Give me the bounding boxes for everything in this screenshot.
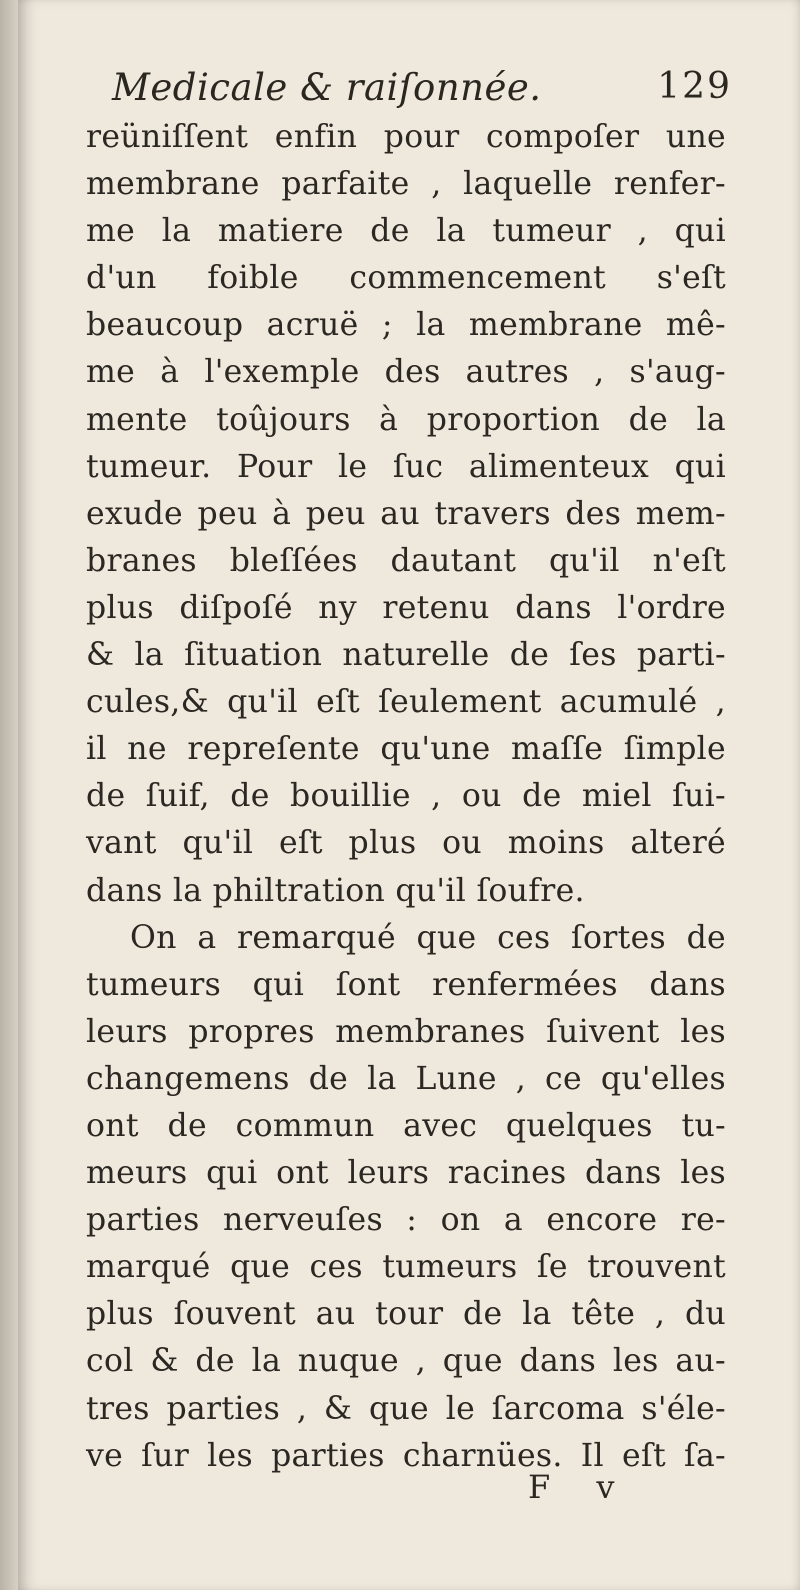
text-line: parties nerveuſes : on a encore re-: [86, 1202, 726, 1239]
text-line: me à l'exemple des autres , s'aug-: [86, 354, 726, 391]
text-line: mente toûjours à proportion de la: [86, 401, 726, 438]
body-text: [86, 114, 726, 1480]
signature-mark: F v: [528, 1468, 633, 1506]
text-line: ont de commun avec quelques tu-: [86, 1107, 726, 1144]
text-line: tres parties , & que le ſarcoma s'éle-: [86, 1390, 726, 1427]
text-line: exude peu à peu au travers des mem-: [86, 495, 726, 532]
text-line: vant qu'il eſt plus ou moins alteré: [86, 825, 726, 862]
text-line: marqué que ces tumeurs ſe trouvent: [86, 1249, 726, 1286]
text-line: leurs propres membranes ſuivent les: [86, 1013, 726, 1050]
text-line: dans la philtration qu'il ſoufre.: [86, 872, 585, 909]
text-line: d'un foible commencement s'eſt: [86, 260, 726, 297]
running-head: Medicale & raiſonnée.: [112, 66, 542, 109]
text-line: il ne repreſente qu'une maſſe ſimple: [86, 731, 726, 768]
text-line: tumeur. Pour le ſuc alimenteux qui: [86, 448, 726, 485]
text-line: plus diſpoſé ny retenu dans l'ordre: [86, 589, 726, 626]
text-line: changemens de la Lune , ce qu'elles: [86, 1060, 726, 1097]
text-line: de ſuif, de bouillie , ou de miel ſui-: [86, 778, 726, 815]
page-number: 129: [657, 66, 732, 107]
paragraph-1: [86, 114, 726, 915]
book-gutter: [0, 0, 18, 1590]
text-line: cules,& qu'il eſt ſeulement acumulé ,: [86, 684, 726, 721]
text-line: beaucoup acruë ; la membrane mê-: [86, 307, 726, 344]
text-line: col & de la nuque , que dans les au-: [86, 1343, 726, 1380]
text-line: On a remarqué que ces ſortes de: [130, 919, 726, 956]
text-line: branes bleſſées dautant qu'il n'eſt: [86, 542, 726, 579]
text-line: me la matiere de la tumeur , qui: [86, 213, 726, 250]
text-line: & la ſituation naturelle de ſes parti-: [86, 637, 726, 674]
text-line: tumeurs qui ſont renfermées dans: [86, 966, 726, 1003]
text-line: membrane parfaite , laquelle renfer-: [86, 166, 726, 203]
text-line: plus ſouvent au tour de la tête , du: [86, 1296, 726, 1333]
paragraph-2: [86, 915, 726, 1480]
text-line: ve ſur les parties charnües. Il eſt ſa-: [86, 1437, 726, 1474]
text-line: reüniſſent enfin pour compoſer une: [86, 119, 726, 155]
text-line: meurs qui ont leurs racines dans les: [86, 1155, 726, 1192]
